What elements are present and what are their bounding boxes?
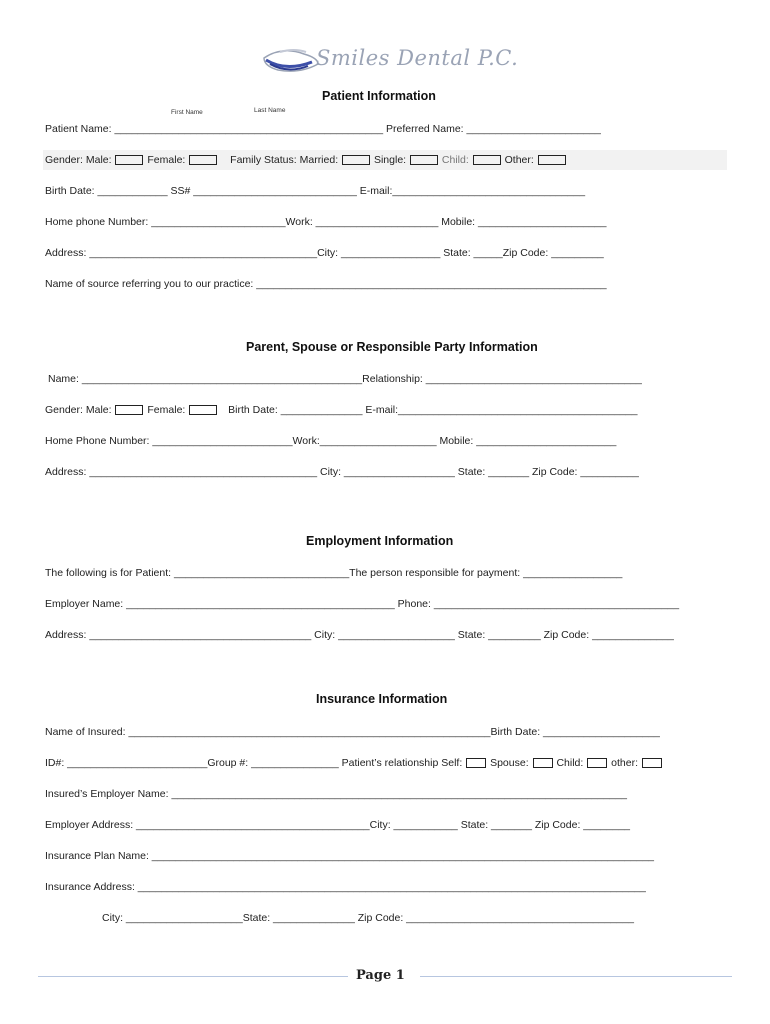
insured-employer-line[interactable]: Insured’s Employer Name: ______________________________________________________________________________: [45, 788, 627, 800]
single-label: Single:: [373, 154, 407, 166]
female-checkbox[interactable]: [189, 155, 217, 165]
child-checkbox[interactable]: [473, 155, 501, 165]
parent-male-label: Gender: Male:: [45, 404, 112, 416]
patient-info-heading: Patient Information: [322, 89, 436, 103]
parent-birth-email[interactable]: Birth Date: ______________ E-mail:_________________________________________: [228, 404, 638, 416]
self-checkbox[interactable]: [466, 758, 486, 768]
patient-phone-line[interactable]: Home phone Number: _______________________Work: _____________________ Mobile: ______________________: [45, 216, 607, 228]
ins-child-checkbox[interactable]: [587, 758, 607, 768]
employer-name-line[interactable]: Employer Name: ______________________________________________ Phone: __________________________________________: [45, 598, 680, 610]
parent-name-line[interactable]: Name: ________________________________________________Relationship: _____________________________________: [48, 373, 642, 385]
ins-child-label: Child:: [556, 757, 584, 769]
insurance-plan-line[interactable]: Insurance Plan Name: ______________________________________________________________________________________: [45, 850, 655, 862]
ins-other-label: other:: [611, 757, 639, 769]
parent-female-checkbox[interactable]: [189, 405, 217, 415]
footer-rule-left: [38, 976, 348, 977]
parent-address-line[interactable]: Address: _______________________________________ City: ___________________ State: _______ Zip Code: __________: [45, 466, 639, 478]
parent-female-label: Female:: [147, 404, 186, 416]
last-name-caption: Last Name: [254, 107, 286, 114]
spouse-checkbox[interactable]: [533, 758, 553, 768]
birth-ss-email-line[interactable]: Birth Date: ____________ SS# ____________________________ E-mail:_________________________________: [45, 185, 586, 197]
page-number: Page 1: [356, 968, 405, 983]
married-checkbox[interactable]: [342, 155, 370, 165]
spouse-label: Spouse:: [490, 757, 529, 769]
single-checkbox[interactable]: [410, 155, 438, 165]
parent-info-heading: Parent, Spouse or Responsible Party Information: [246, 340, 538, 354]
insured-name-line[interactable]: Name of Insured: ______________________________________________________________Birth Date: ____________________: [45, 726, 660, 738]
patient-gender-row: [45, 154, 567, 166]
other-label: Other:: [504, 154, 534, 166]
employment-address-line[interactable]: Address: ______________________________________ City: ____________________ State: _________ Zip Code: ______________: [45, 629, 674, 641]
insurance-address-line[interactable]: Insurance Address: _______________________________________________________________________________________: [45, 881, 646, 893]
other-checkbox[interactable]: [538, 155, 566, 165]
referral-source-line[interactable]: Name of source referring you to our practice: ____________________________________________________________: [45, 278, 607, 290]
ins-other-checkbox[interactable]: [642, 758, 662, 768]
footer-rule-right: [420, 976, 732, 977]
parent-male-checkbox[interactable]: [115, 405, 143, 415]
gender-male-label: Gender: Male:: [45, 154, 112, 166]
parent-gender-row: [45, 404, 637, 416]
employer-address-line[interactable]: Employer Address: ________________________________________City: ___________ State: _______ Zip Code: ________: [45, 819, 630, 831]
parent-phone-line[interactable]: Home Phone Number: ________________________Work:____________________ Mobile: ________________________: [45, 435, 617, 447]
id-group-relationship-row: [45, 757, 663, 769]
male-checkbox[interactable]: [115, 155, 143, 165]
employment-for-line[interactable]: The following is for Patient: ______________________________The person responsible for payment: _________________: [45, 567, 623, 579]
first-name-caption: First Name: [171, 109, 203, 116]
employment-info-heading: Employment Information: [306, 534, 454, 548]
patient-name-line[interactable]: Patient Name: ______________________________________________ Preferred Name: _______________________: [45, 123, 601, 135]
logo-text: Smiles Dental P.C.: [316, 46, 519, 70]
family-status-married-label: Family Status: Married:: [230, 154, 339, 166]
insurance-info-heading: Insurance Information: [316, 692, 448, 706]
insurance-city-line[interactable]: City: ____________________State: ______________ Zip Code: _______________________________________: [102, 912, 634, 924]
gender-female-label: Female:: [147, 154, 186, 166]
child-label: Child:: [441, 154, 469, 166]
patient-address-line[interactable]: Address: _______________________________________City: _________________ State: _____Zip Code: _________: [45, 247, 604, 259]
id-group-text[interactable]: ID#: ________________________Group #: _______________ Patient’s relationship Self:: [45, 757, 463, 769]
